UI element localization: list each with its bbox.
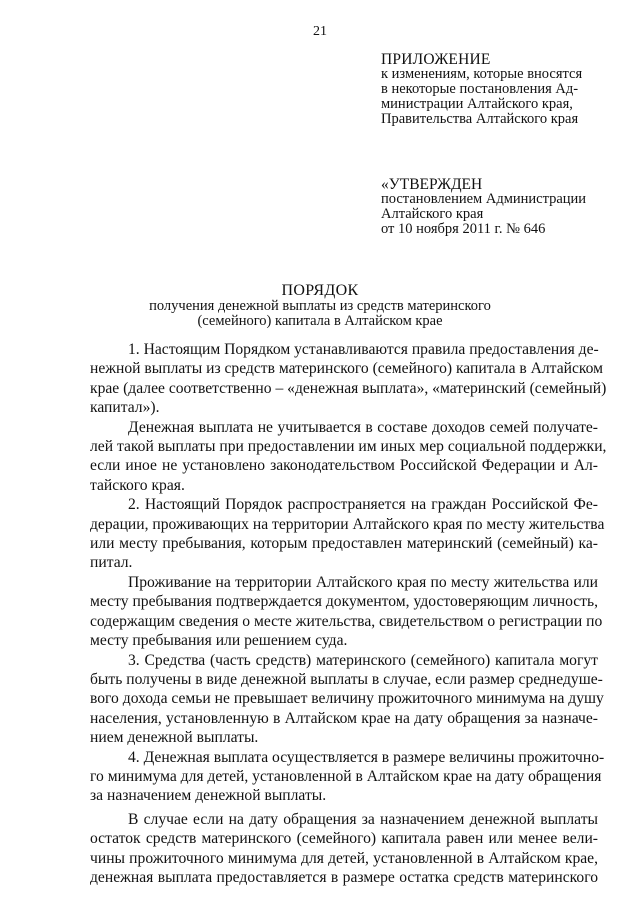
paragraph-3 bbox=[90, 495, 605, 573]
text-line: Денежная выплата не учитывается в составе доходов семей получате- bbox=[128, 418, 598, 436]
document-title: ПОРЯДОК bbox=[281, 282, 359, 299]
text-line: тайского края. bbox=[90, 476, 185, 494]
paragraph-7 bbox=[90, 810, 598, 888]
text-line: за назначением денежной выплаты. bbox=[90, 787, 327, 805]
text-line: чины прожиточного минимума для детей, установленной в Алтайском крае, bbox=[90, 849, 598, 867]
appendix-heading: ПРИЛОЖЕНИЕ bbox=[381, 51, 491, 68]
paragraph-4 bbox=[90, 573, 603, 651]
text-line: В случае если на дату обращения за назначением денежной выплаты bbox=[128, 810, 598, 828]
text-line: питал. bbox=[90, 554, 133, 572]
appendix-line: в некоторые постановления Ад- bbox=[381, 81, 579, 97]
document-body bbox=[90, 340, 607, 887]
appendix-block bbox=[381, 52, 621, 127]
text-line: вого дохода семьи не превышает величину прожиточного минимума на душу bbox=[90, 690, 604, 708]
text-line: если иное не установлено законодательством Российской Федерации и Ал- bbox=[90, 457, 598, 475]
text-line: или месту пребывания, которым предоставлен материнский (семейный) ка- bbox=[90, 535, 598, 553]
text-line: 1. Настоящим Порядком устанавливаются правила предоставления де- bbox=[128, 341, 599, 358]
text-line: капитал»). bbox=[90, 399, 160, 417]
document-subtitle-line: (семейного) капитала в Алтайском крае bbox=[197, 313, 443, 329]
text-line: нием денежной выплаты. bbox=[90, 729, 259, 747]
document-subtitle-line: получения денежной выплаты из средств материнского bbox=[149, 298, 491, 314]
paragraph-2 bbox=[90, 418, 607, 496]
document-title-block bbox=[0, 282, 640, 329]
approval-line: постановлением Администрации bbox=[381, 191, 587, 207]
text-line: нежной выплаты из средств материнского (семейного) капитала в Алтайском bbox=[90, 360, 604, 378]
text-line: денежная выплата предоставляется в размере остатка средств материнского bbox=[90, 868, 598, 886]
approval-heading: «УТВЕРЖДЕН bbox=[381, 176, 483, 193]
approval-line: Алтайского края bbox=[381, 206, 484, 222]
text-line: го минимума для детей, установленной в Алтайском крае на дату обращения bbox=[90, 767, 602, 785]
text-line: содержащим сведения о месте жительства, свидетельством о регистрации по bbox=[90, 612, 603, 630]
text-line: быть получены в виде денежной выплаты в случае, если размер среднедуше- bbox=[90, 670, 603, 688]
paragraph-5 bbox=[90, 651, 604, 748]
text-line: крае (далее соответственно – «денежная выплата», «материнский (семейный) bbox=[90, 379, 607, 397]
appendix-line: к изменениям, которые вносятся bbox=[381, 66, 583, 82]
text-line: 3. Средства (часть средств) материнского (семейного) капитала могут bbox=[128, 651, 598, 669]
appendix-line: Правительства Алтайского края bbox=[381, 111, 579, 127]
text-line: остаток средств материнского (семейного) капитала равен или менее вели- bbox=[90, 830, 598, 848]
text-line: Проживание на территории Алтайского края по месту жительства или bbox=[128, 573, 598, 591]
text-line: месту пребывания подтверждается документом, удостоверяющим личность, bbox=[90, 593, 598, 611]
text-line: дерации, проживающих на территории Алтайского края по месту жительства bbox=[90, 515, 605, 533]
approval-block bbox=[381, 177, 621, 237]
paragraph-6 bbox=[90, 748, 605, 806]
text-line: 2. Настоящий Порядок распространяется на граждан Российской Фе- bbox=[128, 496, 598, 514]
text-line: лей такой выплаты при предоставлении им иных мер социальной поддержки, bbox=[90, 438, 607, 456]
text-line: населения, установленную в Алтайском крае на дату обращения за назначе- bbox=[90, 709, 598, 727]
text-line: 4. Денежная выплата осуществляется в размере величины прожиточно- bbox=[128, 748, 605, 766]
paragraph-1 bbox=[90, 340, 607, 418]
text-line: месту пребывания или решением суда. bbox=[90, 632, 348, 650]
approval-line: от 10 ноября 2011 г. № 646 bbox=[381, 221, 546, 237]
page-number: 21 bbox=[313, 24, 327, 39]
appendix-line: министрации Алтайского края, bbox=[381, 96, 573, 112]
